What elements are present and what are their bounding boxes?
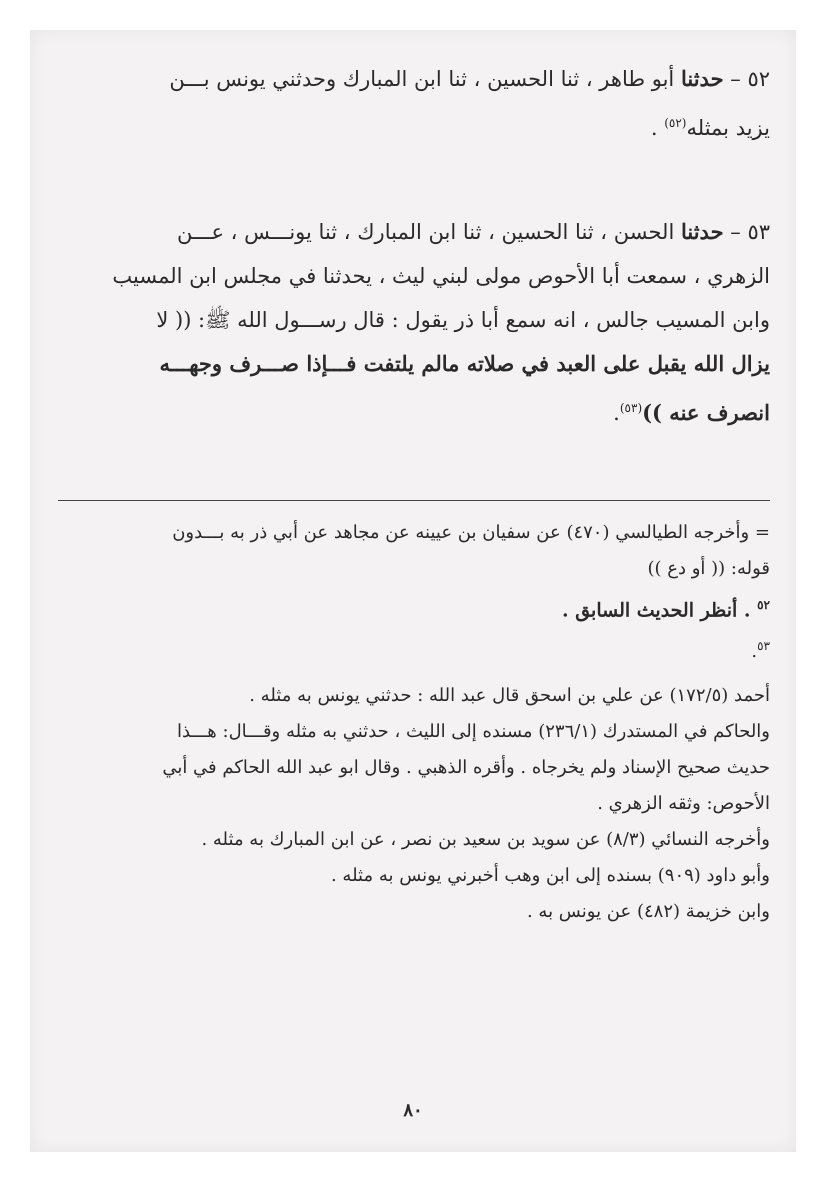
hadith-keyword: حدثنا	[680, 219, 724, 244]
hadith-53-line-4: يزال الله يقبل على العبد في صلاته مالم يلتفت فـــإذا صـــرف وجهـــه	[159, 351, 770, 376]
footnote-ref-52: (٥٢)	[664, 116, 687, 130]
footnote-53-line-1: أحمد (١٧٢/٥) عن علي بن اسحق قال عبد الله : حدثني يونس به مثله .	[249, 685, 770, 707]
footnote-53-line-6: وأبو داود (٩٠٩) بسنده إلى ابن وهب أخبرني يونس به مثله .	[330, 865, 770, 887]
hadith-53-line-5: انصرف عنه ))$^{(٥٣)}$.	[613, 400, 770, 425]
hadith-53-line-3: وابن المسيب جالس ، انه سمع أبا ذر يقول : قال رســـول الله ﷺ: (( لا	[156, 308, 770, 332]
footnote-53-line-3: حديث صحيح الإسناد ولم يخرجاه . وأقره الذهبي . وقال ابو عبد الله الحاكم في أبي	[162, 757, 770, 779]
footnote-53-mark: $^{٥٣}$.	[751, 639, 770, 663]
page-number: ٨٠	[403, 1100, 423, 1121]
hadith-keyword: حدثنا	[680, 66, 724, 91]
footnote-52: $^{٥٢}$ . أنظر الحديث السابق .	[561, 598, 770, 622]
footnote-continued-line-2: قوله: (( أو دع ))	[647, 558, 770, 579]
footnote-53-line-5: وأخرجه النسائي (٨/٣) عن سويد بن سعيد بن نصر ، عن ابن المبارك به مثله .	[201, 829, 770, 851]
hadith-52-line-2: يزيد بمثله$^{(٥٢)}$ .	[650, 116, 770, 140]
footnotes	[55, 515, 770, 930]
footnote-separator	[58, 500, 770, 501]
footnote-ref-53: (٥٣)	[619, 401, 643, 415]
hadith-53-line-1: ٥٣ – حدثنا الحسن ، ثنا الحسين ، ثنا ابن المبارك ، ثنا يونـــس ، عـــن	[177, 219, 770, 244]
hadith-53	[55, 210, 770, 435]
hadith-53-line-2: الزهري ، سمعت أبا الأحوص مولى لبني ليث ، يحدثنا في مجلس ابن المسيب	[112, 264, 770, 288]
footnote-continued-line-1: = وأخرجه الطيالسي (٤٧٠) عن سفيان بن عيينه عن مجاهد عن أبي ذر به بـــدون	[172, 522, 770, 543]
footnote-53-line-7: وابن خزيمة (٤٨٢) عن يونس به .	[526, 901, 770, 923]
footnote-53-line-4: الأحوص: وثقه الزهري .	[597, 793, 770, 815]
hadith-52-line-1: ٥٢ – حدثنا أبو طاهر ، ثنا الحسين ، ثنا ابن المبارك وحدثني يونس بـــن	[169, 66, 770, 91]
hadith-52	[55, 57, 770, 150]
footnote-53-line-2: والحاكم في المستدرك (٢٣٦/١) مسنده إلى الليث ، حدثني به مثله وقـــال: هـــذا	[177, 721, 770, 743]
